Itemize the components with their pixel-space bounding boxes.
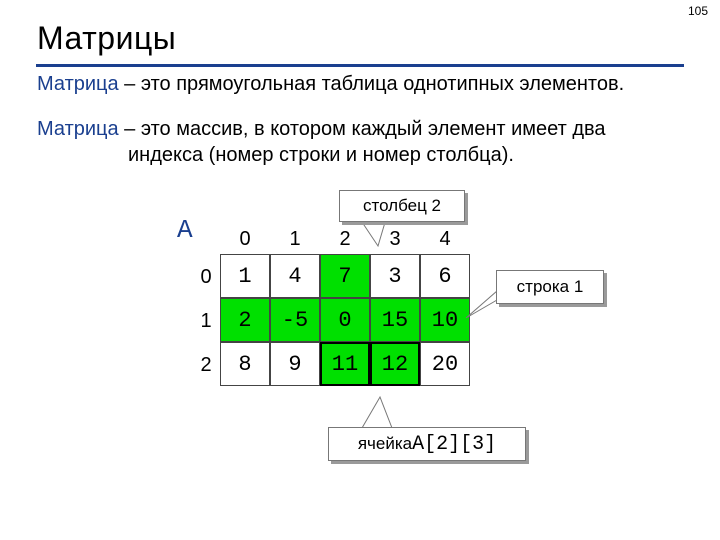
row-callout-label: строка 1	[516, 277, 584, 296]
definition-2-term: Матрица	[37, 118, 119, 140]
column-header: 3	[389, 228, 401, 250]
row-header: 0	[200, 266, 212, 288]
matrix-cell: 15	[370, 298, 420, 342]
matrix-cell: 7	[320, 254, 370, 298]
column-header: 0	[239, 228, 251, 250]
row-header: 2	[200, 354, 212, 376]
matrix-cell: 3	[370, 254, 420, 298]
row-callout	[496, 270, 604, 304]
matrix-name: A	[177, 215, 193, 245]
column-callout	[339, 190, 465, 222]
column-header: 4	[439, 228, 451, 250]
cell-callout	[328, 427, 526, 461]
matrix-cell: 6	[420, 254, 470, 298]
cell-callout-ref: A[2][3]	[412, 432, 497, 456]
cell-callout-tail	[362, 397, 392, 428]
matrix-cell: 8	[220, 342, 270, 386]
matrix-cell: 20	[420, 342, 470, 386]
matrix-cell: 2	[220, 298, 270, 342]
column-callout-label: столбец 2	[362, 196, 441, 215]
definition-1-text: – это прямоугольная таблица однотипных элементов.	[118, 73, 625, 95]
row-header: 1	[200, 310, 212, 332]
matrix-cell: 0	[320, 298, 370, 342]
matrix-cell: 12	[370, 342, 420, 386]
matrix-cell: 9	[270, 342, 320, 386]
matrix-cell: -5	[270, 298, 320, 342]
matrix-cell: 10	[420, 298, 470, 342]
column-header: 2	[339, 228, 351, 250]
definition-1-term: Матрица	[37, 73, 119, 95]
definition-2-continuation: индекса (номер строки и номер столбца).	[128, 144, 514, 166]
cell-callout-prefix: ячейка	[357, 434, 413, 453]
matrix-cell: 1	[220, 254, 270, 298]
column-header: 1	[289, 228, 301, 250]
definition-2-text: – это массив, в котором каждый элемент имеет два	[118, 118, 606, 140]
column-callout-tail	[360, 219, 386, 246]
matrix-cell: 11	[320, 342, 370, 386]
row-callout-tail	[466, 291, 497, 318]
matrix-cell: 4	[270, 254, 320, 298]
slide-title: Матрицы	[37, 20, 177, 56]
page-number: 105	[687, 4, 708, 18]
